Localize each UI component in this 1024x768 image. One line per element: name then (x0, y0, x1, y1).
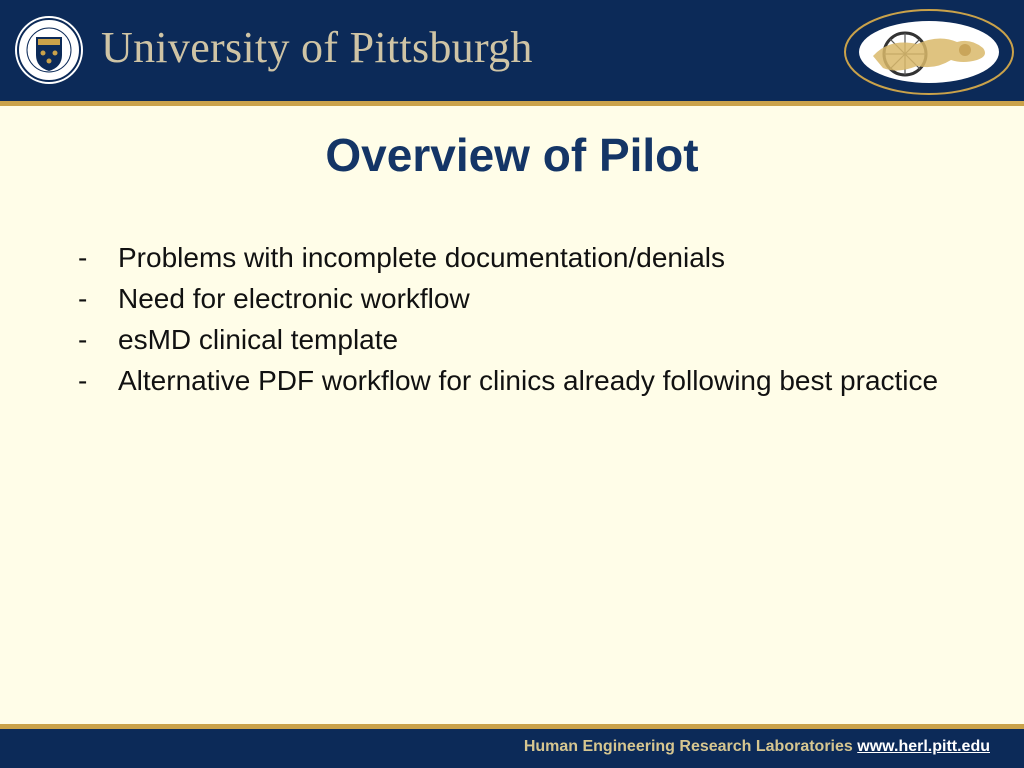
footer-credit (524, 738, 990, 756)
bullet-item (78, 319, 978, 360)
footer-bar (0, 729, 1024, 768)
bullet-list (78, 237, 978, 401)
herl-wheelchair-logo-icon (843, 8, 1015, 96)
bullet-dash: - (78, 324, 88, 355)
header-gold-rule (0, 101, 1024, 106)
footer-org-name: Human Engineering Research Laboratories (523, 738, 853, 755)
bullet-text: esMD clinical template (118, 324, 399, 355)
bullet-dash: - (78, 283, 88, 314)
pitt-seal-icon (14, 15, 84, 85)
slide-title: Overview of Pilot (325, 129, 699, 181)
university-name: University of Pittsburgh (101, 23, 533, 72)
bullet-dash: - (78, 365, 88, 396)
bullet-dash: - (78, 242, 88, 273)
bullet-item (78, 278, 978, 319)
header-bar (0, 0, 1024, 101)
footer-website-link[interactable]: www.herl.pitt.edu (857, 738, 990, 755)
bullet-item (78, 360, 978, 401)
bullet-text: Need for electronic workflow (118, 283, 470, 314)
bullet-item (78, 237, 978, 278)
bullet-text: Problems with incomplete documentation/denials (118, 242, 725, 273)
bullet-text: Alternative PDF workflow for clinics already following best practice (118, 365, 939, 396)
